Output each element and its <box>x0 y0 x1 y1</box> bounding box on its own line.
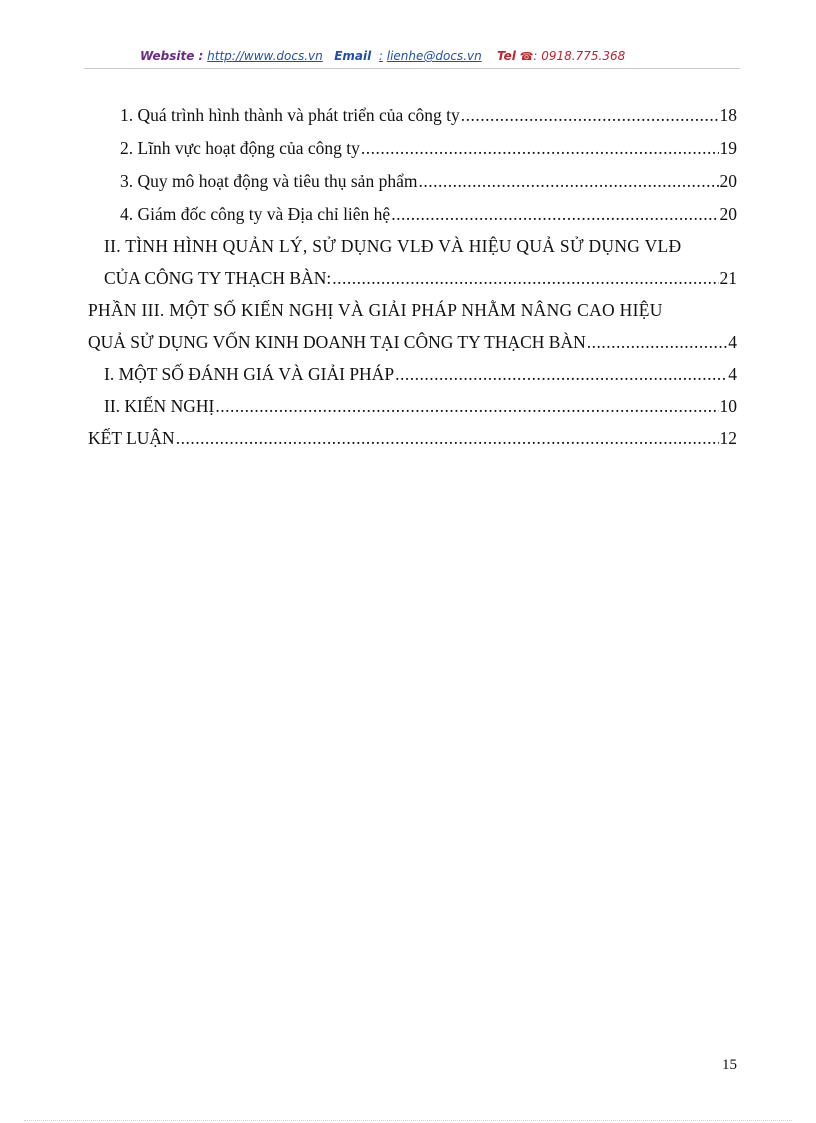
toc-entry-page: 20 <box>719 171 737 191</box>
toc-entry-page: 18 <box>719 105 737 125</box>
toc-entry-heading-line: II. TÌNH HÌNH QUẢN LÝ, SỬ DỤNG VLĐ VÀ HIỆU QUẢ SỬ DỤNG VLĐ <box>104 236 682 256</box>
toc-entry-title: II. KIẾN NGHỊ <box>104 396 215 416</box>
toc-leader-dots <box>361 133 719 163</box>
toc-entry-page: 4 <box>728 364 737 384</box>
footer-divider <box>24 1120 792 1121</box>
toc-entry-title: KẾT LUẬN <box>88 428 175 448</box>
header-contact <box>140 49 625 63</box>
website-link[interactable]: http://www.docs.vn <box>207 49 323 63</box>
toc-leader-dots <box>176 423 719 453</box>
website-label: Website : <box>140 49 204 63</box>
phone-icon: ☎ <box>519 50 534 63</box>
toc-entry-title: CỦA CÔNG TY THẠCH BÀN: <box>104 268 332 288</box>
toc-entry[interactable] <box>120 100 737 130</box>
toc-entry[interactable] <box>88 327 737 357</box>
toc-entry[interactable] <box>120 199 737 229</box>
toc-entry-page: 4 <box>728 332 737 352</box>
toc-entry-title: 2. Lĩnh vực hoạt động của công ty <box>120 138 360 158</box>
toc-entry-page: 19 <box>719 138 737 158</box>
page-number: 15 <box>722 1057 737 1073</box>
toc-leader-dots <box>395 359 727 389</box>
tel-value: : 0918.775.368 <box>533 49 626 63</box>
toc-entry-page: 20 <box>719 204 737 224</box>
toc-entry[interactable] <box>88 423 737 453</box>
email-separator: : <box>378 49 383 63</box>
toc-entry-title: 3. Quy mô hoạt động và tiêu thụ sản phẩm <box>120 171 418 191</box>
toc-leader-dots <box>332 263 718 293</box>
toc-entry[interactable] <box>120 166 737 196</box>
toc-entry-title: I. MỘT SỐ ĐÁNH GIÁ VÀ GIẢI PHÁP <box>104 364 395 384</box>
toc-leader-dots <box>461 100 719 130</box>
toc-entry[interactable] <box>104 359 737 389</box>
toc-entry-page: 10 <box>719 396 737 416</box>
toc-entry-page: 12 <box>719 428 737 448</box>
toc-entry[interactable] <box>120 133 737 163</box>
toc-entry-heading-line: PHẦN III. MỘT SỐ KIẾN NGHỊ VÀ GIẢI PHÁP NHẰM NÂNG CAO HIỆU <box>88 300 663 320</box>
toc-leader-dots <box>587 327 727 357</box>
toc-entry-page: 21 <box>719 268 737 288</box>
email-link[interactable]: lienhe@docs.vn <box>386 49 482 63</box>
toc-entry-title: 4. Giám đốc công ty và Địa chỉ liên hệ <box>120 204 391 224</box>
toc-entry[interactable] <box>104 263 737 293</box>
toc-leader-dots <box>418 166 718 196</box>
toc-leader-dots <box>215 391 718 421</box>
toc-entry-title: QUẢ SỬ DỤNG VỐN KINH DOANH TẠI CÔNG TY THẠCH BÀN <box>88 332 586 352</box>
page-header <box>84 46 740 69</box>
email-label: Email <box>334 49 372 63</box>
toc-entry[interactable] <box>104 391 737 421</box>
toc-entry-title: 1. Quá trình hình thành và phát triển của công ty <box>120 105 460 125</box>
toc-leader-dots <box>391 199 718 229</box>
tel-label: Tel <box>496 49 516 63</box>
